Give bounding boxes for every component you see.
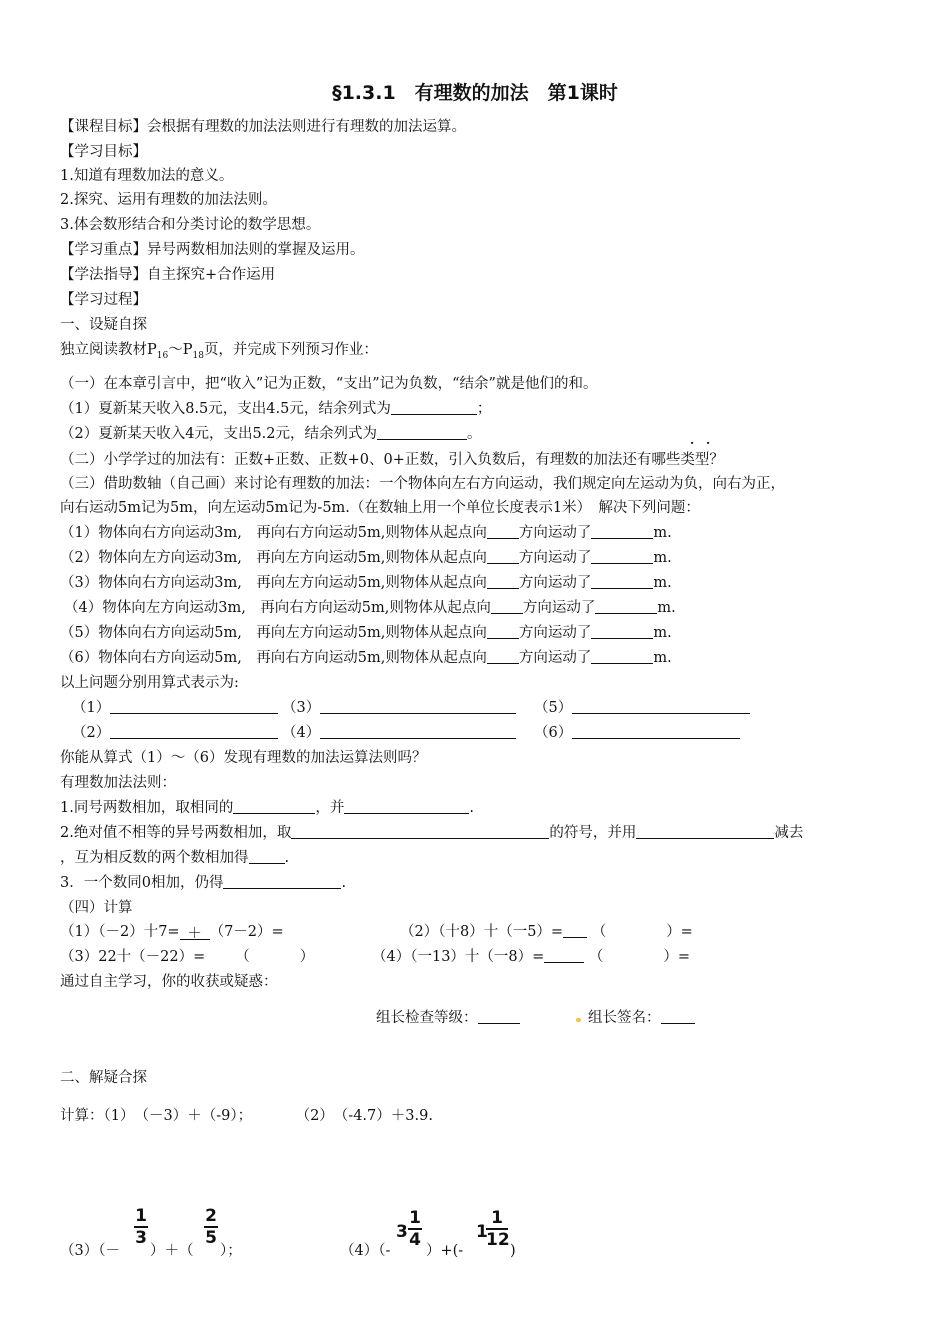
mixed-whole: 1 — [476, 1222, 488, 1242]
read-sub2: 18 — [192, 350, 204, 361]
answer-blank[interactable] — [572, 698, 750, 714]
numerator: 1 — [491, 1208, 503, 1228]
c4-mid: ）+(- — [426, 1243, 464, 1259]
distance-blank[interactable] — [595, 598, 657, 614]
motion-mid: 方向运动了 — [518, 575, 592, 591]
numerator: 2 — [205, 1206, 217, 1226]
emphasis-dot: · — [706, 436, 711, 450]
expr-label-text: （3） — [282, 700, 321, 716]
calc-3 — [60, 947, 314, 967]
motion-question — [64, 598, 676, 618]
answer-blank[interactable] — [291, 823, 549, 839]
income-q1-end: ； — [476, 401, 492, 417]
rule2-text: . — [284, 850, 290, 866]
rule-3 — [60, 873, 346, 893]
answer-blank[interactable] — [377, 424, 467, 440]
motion-text: （4）物体向左方向运动3m, 再向右方向运动5m,则物体从起点向 — [64, 600, 491, 616]
motion-question — [60, 648, 672, 668]
calc-1 — [60, 922, 284, 942]
c3-mid: ）＋（ — [150, 1243, 194, 1259]
motion-mid: 方向运动了 — [518, 525, 592, 541]
answer-blank[interactable] — [478, 1008, 520, 1024]
motion-question — [60, 523, 672, 543]
rule-1 — [60, 798, 474, 818]
motion-mid: 方向运动了 — [518, 550, 592, 566]
direction-blank[interactable] — [487, 548, 519, 564]
gain-prompt: 通过自主学习，你的收获或疑惑： — [60, 974, 278, 990]
rule3-text: 3．一个数同0相加，仍得 — [60, 875, 224, 891]
section2-heading: 二、解疑合探 — [60, 1070, 147, 1086]
method: 【学法指导】自主探究+合作运用 — [60, 267, 276, 283]
check-sign-label: 组长签名： — [588, 1010, 661, 1026]
rule2-text: 减去 — [774, 825, 804, 841]
motion-text: （6）物体向右方向运动5m, 再向右方向运动5m,则物体从起点向 — [60, 650, 487, 666]
expr-label-2 — [72, 723, 278, 743]
print-speck — [576, 1018, 581, 1022]
calc-text: （7－2）= — [209, 924, 284, 940]
income-q1-text: （1）夏新某天收入8.5元，支出4.5元，结余列式为 — [60, 401, 391, 417]
income-question-2 — [60, 424, 482, 444]
calc-text: ）= — [663, 949, 691, 965]
read-pre: 独立阅读教材P — [60, 342, 157, 358]
fraction-one-third — [134, 1207, 148, 1247]
calc-text: （1）（－2）十7= — [60, 924, 180, 940]
rule-title: 有理数加法法则： — [60, 775, 176, 791]
calc-text: （ — [591, 924, 607, 940]
income-question-1 — [60, 399, 491, 419]
motion-end: m. — [653, 650, 672, 666]
distance-blank[interactable] — [591, 548, 653, 564]
denominator: 3 — [135, 1228, 147, 1248]
expr-label-4 — [282, 723, 516, 743]
motion-question — [60, 573, 672, 593]
motion-end: m. — [657, 600, 676, 616]
direction-blank[interactable] — [487, 623, 519, 639]
direction-blank[interactable] — [487, 523, 519, 539]
study-goal-label: 【学习目标】 — [60, 144, 147, 160]
section2-calc-line: 计算：（1） （－3）＋（-9）； （2） （-4.7）＋3.9. — [60, 1108, 433, 1124]
calc-text: （4）（一13）十（一8）= — [372, 949, 545, 965]
answer-blank[interactable] — [249, 848, 285, 864]
group-leader-sign — [588, 1008, 695, 1028]
section1-heading: 一、设疑自探 — [60, 317, 147, 333]
c4-end: ) — [510, 1243, 516, 1259]
motion-mid: 方向运动了 — [518, 650, 592, 666]
number-line-intro-2: 向右运动5m记为5m，向左运动5m记为-5m.（在数轴上用一个单位长度表示1米） 解决下列问题： — [60, 500, 700, 516]
answer-blank[interactable] — [320, 698, 516, 714]
motion-text: （2）物体向左方向运动3m, 再向左方向运动5m,则物体从起点向 — [60, 550, 487, 566]
addition-types-question: （二）小学学过的加法有：正数+正数、正数+0、0+正数，引入负数后，有理数的加法还有哪些类型？ — [60, 452, 724, 468]
denominator: 5 — [205, 1228, 217, 1248]
course-goal: 【课程目标】会根据有理数的加法法则进行有理数的加法运算。 — [60, 119, 466, 135]
emphasis-dot: · — [690, 436, 695, 450]
motion-text: （3）物体向右方向运动3m, 再向左方向运动5m,则物体从起点向 — [60, 575, 487, 591]
c3-end: ）； — [220, 1243, 242, 1259]
calc-text: ）= — [666, 924, 693, 940]
rule2-text: ，互为相反数的两个数相加得 — [60, 850, 249, 866]
motion-text: （1）物体向右方向运动3m, 再向右方向运动5m,则物体从起点向 — [60, 525, 487, 541]
motion-mid: 方向运动了 — [522, 600, 596, 616]
discover-question: 你能从算式（1）～（6）发现有理数的加法运算法则吗？ — [60, 750, 427, 766]
answer-blank[interactable]: ＋ — [180, 924, 210, 940]
motion-end: m. — [653, 575, 672, 591]
calc-title: （四）计算 — [60, 900, 133, 916]
calc-2 — [400, 922, 693, 942]
answer-blank[interactable] — [544, 947, 584, 963]
c3-label: （3）（－ — [60, 1243, 120, 1259]
motion-question — [60, 623, 672, 643]
motion-text: （5）物体向右方向运动5m, 再向左方向运动5m,则物体从起点向 — [60, 625, 487, 641]
read-mid: ～P — [168, 342, 193, 358]
distance-blank[interactable] — [591, 523, 653, 539]
motion-question — [60, 548, 672, 568]
answer-blank[interactable] — [320, 723, 516, 739]
answer-blank[interactable] — [636, 823, 774, 839]
process-label: 【学习过程】 — [60, 292, 147, 308]
goal-1: 1.知道有理数加法的意义。 — [60, 168, 234, 184]
motion-end: m. — [653, 625, 672, 641]
number-line-intro-1: （三）借助数轴（自己画）来讨论有理数的加法：一个物体向左右方向运动，我们规定向左运动为负，向右为正， — [60, 476, 785, 492]
answer-blank[interactable] — [572, 723, 740, 739]
denominator: 4 — [409, 1230, 421, 1250]
distance-blank[interactable] — [591, 623, 653, 639]
read-post: 页，并完成下列预习作业： — [203, 342, 378, 358]
numerator: 1 — [409, 1208, 421, 1228]
rule-2 — [60, 823, 803, 843]
expr-label-text: （4） — [282, 725, 321, 741]
key-point: 【学习重点】异号两数相加法则的掌握及运用。 — [60, 242, 365, 258]
motion-mid: 方向运动了 — [518, 625, 592, 641]
c4-label: （4）（- — [340, 1243, 391, 1259]
answer-blank[interactable] — [233, 798, 315, 814]
calc-text: （2）（十8）十（一5）= — [400, 924, 564, 940]
rule2-text: 2.绝对值不相等的异号两数相加，取 — [60, 825, 292, 841]
rule1-text: . — [469, 800, 474, 816]
fraction-two-fifths — [204, 1207, 218, 1247]
calc-text: （ — [588, 949, 604, 965]
read-sub1: 16 — [156, 350, 169, 361]
calc-text: （ — [235, 949, 250, 965]
fraction-one-twelfth — [486, 1209, 508, 1249]
intro-paragraph: （一）在本章引言中，把“收入”记为正数，“支出”记为负数，“结余”就是他们的和。 — [60, 376, 598, 392]
answer-blank[interactable] — [223, 873, 341, 889]
answer-blank[interactable] — [344, 798, 469, 814]
expr-label-3 — [282, 698, 516, 718]
expr-label-5 — [534, 698, 750, 718]
expr-label-6 — [534, 723, 740, 743]
direction-blank[interactable] — [491, 598, 523, 614]
answer-blank[interactable] — [110, 723, 278, 739]
denominator: 12 — [486, 1230, 510, 1250]
rule-2-cont — [60, 848, 289, 868]
rule2-text: 的符号，并用 — [549, 825, 637, 841]
direction-blank[interactable] — [487, 573, 519, 589]
fraction-one-quarter — [408, 1209, 422, 1249]
motion-end: m. — [653, 550, 672, 566]
answer-blank[interactable] — [661, 1008, 695, 1024]
goal-2: 2.探究、运用有理数的加法法则。 — [60, 192, 277, 208]
calc-text: （3）22十（－22）= — [60, 949, 206, 965]
income-q2-end: 。 — [467, 426, 482, 442]
calc-4 — [372, 947, 690, 967]
answer-blank[interactable] — [563, 922, 587, 938]
distance-blank[interactable] — [591, 573, 653, 589]
motion-end: m. — [653, 525, 672, 541]
rule3-text: . — [341, 875, 347, 891]
expr-label-text: （5） — [534, 700, 573, 716]
rule1-text: 1.同号两数相加，取相同的 — [60, 800, 234, 816]
goal-3: 3.体会数形结合和分类讨论的数学思想。 — [60, 217, 321, 233]
answer-blank[interactable] — [391, 399, 477, 415]
expr-label-text: （6） — [534, 725, 573, 741]
numerator: 1 — [135, 1206, 147, 1226]
expr-label-text: （2） — [72, 725, 111, 741]
expression-intro: 以上问题分别用算式表示为: — [60, 675, 239, 691]
distance-blank[interactable] — [591, 648, 653, 664]
income-q2-text: （2）夏新某天收入4元，支出5.2元，结余列式为 — [60, 426, 378, 442]
mixed-whole: 3 — [396, 1222, 408, 1242]
group-check-grade — [376, 1008, 520, 1028]
expr-label-text: （1） — [72, 700, 111, 716]
reading-instruction — [60, 340, 378, 366]
direction-blank[interactable] — [487, 648, 519, 664]
rule1-text: ，并 — [315, 800, 345, 816]
calc-text: ） — [299, 949, 315, 965]
expr-label-1 — [72, 698, 278, 718]
answer-blank[interactable] — [110, 698, 278, 714]
check-grade-label: 组长检查等级： — [376, 1010, 478, 1026]
page-title: §1.3.1 有理数的加法 第1课时 — [332, 82, 618, 104]
